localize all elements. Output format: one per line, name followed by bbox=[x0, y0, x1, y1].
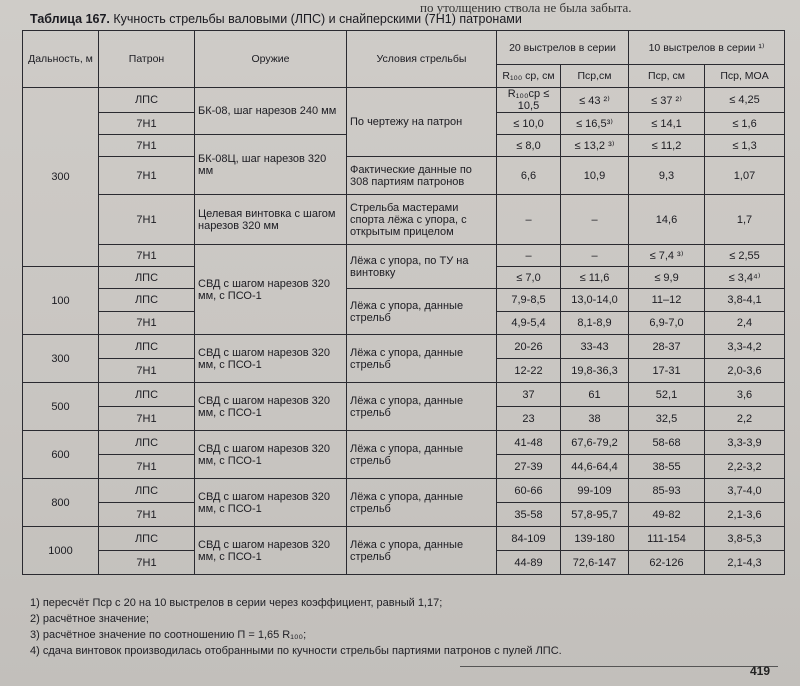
value-cell: 3,3-3,9 bbox=[705, 431, 785, 455]
footnote: 2) расчётное значение; bbox=[30, 613, 149, 625]
value-cell: – bbox=[497, 195, 561, 245]
value-cell: – bbox=[561, 245, 629, 267]
weapon-cell: СВД с шагом нарезов 320 мм, с ПСО-1 bbox=[195, 527, 347, 575]
header-conditions: Условия стрельбы bbox=[347, 31, 497, 88]
weapon-cell: Целевая винтовка с шагом нарезов 320 мм bbox=[195, 195, 347, 245]
cartridge-cell: ЛПС bbox=[99, 88, 195, 113]
condition-cell: Фактические данные по 308 партиям патронов bbox=[347, 157, 497, 195]
distance-cell: 300 bbox=[23, 88, 99, 267]
value-cell: 3,8-5,3 bbox=[705, 527, 785, 551]
value-cell: 12-22 bbox=[497, 359, 561, 383]
value-cell: R₁₀₀ср ≤ 10,5 bbox=[497, 88, 561, 113]
table-caption bbox=[30, 12, 522, 26]
value-cell: 9,3 bbox=[629, 157, 705, 195]
cartridge-cell: 7Н1 bbox=[99, 113, 195, 135]
condition-cell: Лёжа с упора, по ТУ на винтовку bbox=[347, 245, 497, 289]
value-cell: 2,1-3,6 bbox=[705, 503, 785, 527]
weapon-cell: СВД с шагом нарезов 320 мм, с ПСО-1 bbox=[195, 431, 347, 479]
value-cell: 27-39 bbox=[497, 455, 561, 479]
distance-cell: 800 bbox=[23, 479, 99, 527]
value-cell: 1,07 bbox=[705, 157, 785, 195]
page-number: 419 bbox=[749, 664, 770, 678]
value-cell: 2,0-3,6 bbox=[705, 359, 785, 383]
weapon-cell: СВД с шагом нарезов 320 мм, с ПСО-1 bbox=[195, 479, 347, 527]
value-cell: 139-180 bbox=[561, 527, 629, 551]
value-cell: ≤ 16,5³⁾ bbox=[561, 113, 629, 135]
value-cell: ≤ 2,55 bbox=[705, 245, 785, 267]
weapon-cell: СВД с шагом нарезов 320 мм, с ПСО-1 bbox=[195, 335, 347, 383]
header-weapon: Оружие bbox=[195, 31, 347, 88]
value-cell: 52,1 bbox=[629, 383, 705, 407]
value-cell: 3,7-4,0 bbox=[705, 479, 785, 503]
distance-cell: 500 bbox=[23, 383, 99, 431]
value-cell: 35-58 bbox=[497, 503, 561, 527]
value-cell: 7,9-8,5 bbox=[497, 289, 561, 312]
value-cell: 19,8-36,3 bbox=[561, 359, 629, 383]
value-cell: 44-89 bbox=[497, 551, 561, 575]
value-cell: – bbox=[561, 195, 629, 245]
value-cell: 2,2-3,2 bbox=[705, 455, 785, 479]
value-cell: ≤ 7,4 ³⁾ bbox=[629, 245, 705, 267]
value-cell: ≤ 14,1 bbox=[629, 113, 705, 135]
cartridge-cell: 7Н1 bbox=[99, 455, 195, 479]
value-cell: ≤ 4,25 bbox=[705, 88, 785, 113]
value-cell: 111-154 bbox=[629, 527, 705, 551]
weapon-cell: СВД с шагом нарезов 320 мм, с ПСО-1 bbox=[195, 383, 347, 431]
value-cell: 6,6 bbox=[497, 157, 561, 195]
distance-cell: 300 bbox=[23, 335, 99, 383]
value-cell: 85-93 bbox=[629, 479, 705, 503]
table-caption-text: Кучность стрельбы валовыми (ЛПС) и снайперскими (7Н1) патронами bbox=[113, 12, 522, 26]
value-cell: ≤ 8,0 bbox=[497, 135, 561, 157]
value-cell: 3,8-4,1 bbox=[705, 289, 785, 312]
cartridge-cell: ЛПС bbox=[99, 527, 195, 551]
cartridge-cell: ЛПС bbox=[99, 289, 195, 312]
value-cell: 8,1-8,9 bbox=[561, 312, 629, 335]
value-cell: 33-43 bbox=[561, 335, 629, 359]
value-cell: 72,6-147 bbox=[561, 551, 629, 575]
value-cell: ≤ 10,0 bbox=[497, 113, 561, 135]
value-cell: 99-109 bbox=[561, 479, 629, 503]
value-cell: ≤ 13,2 ³⁾ bbox=[561, 135, 629, 157]
condition-cell: Лёжа с упора, данные стрельб bbox=[347, 479, 497, 527]
cartridge-cell: 7Н1 bbox=[99, 245, 195, 267]
condition-cell: Лёжа с упора, данные стрельб bbox=[347, 335, 497, 383]
cartridge-cell: ЛПС bbox=[99, 479, 195, 503]
header-moa: Пср, MOA bbox=[705, 65, 785, 88]
distance-cell: 600 bbox=[23, 431, 99, 479]
cartridge-cell: 7Н1 bbox=[99, 195, 195, 245]
value-cell: ≤ 1,3 bbox=[705, 135, 785, 157]
header-p20: Пср,см bbox=[561, 65, 629, 88]
condition-cell: Стрельба мастерами спорта лёжа с упора, с открытым прицелом bbox=[347, 195, 497, 245]
value-cell: 3,3-4,2 bbox=[705, 335, 785, 359]
value-cell: 57,8-95,7 bbox=[561, 503, 629, 527]
value-cell: ≤ 43 ²⁾ bbox=[561, 88, 629, 113]
value-cell: ≤ 7,0 bbox=[497, 267, 561, 289]
condition-cell: Лёжа с упора, данные стрельб bbox=[347, 383, 497, 431]
value-cell: – bbox=[497, 245, 561, 267]
value-cell: ≤ 11,2 bbox=[629, 135, 705, 157]
value-cell: 10,9 bbox=[561, 157, 629, 195]
value-cell: ≤ 37 ²⁾ bbox=[629, 88, 705, 113]
cartridge-cell: 7Н1 bbox=[99, 312, 195, 335]
value-cell: 38-55 bbox=[629, 455, 705, 479]
value-cell: 14,6 bbox=[629, 195, 705, 245]
cartridge-cell: 7Н1 bbox=[99, 503, 195, 527]
value-cell: 1,7 bbox=[705, 195, 785, 245]
footnote: 3) расчётное значение по соотношению П = 1,65 R₁₀₀; bbox=[30, 629, 307, 641]
value-cell: 32,5 bbox=[629, 407, 705, 431]
cartridge-cell: ЛПС bbox=[99, 431, 195, 455]
cartridge-cell: ЛПС bbox=[99, 335, 195, 359]
cartridge-cell: ЛПС bbox=[99, 383, 195, 407]
header-r100: R₁₀₀ ср, см bbox=[497, 65, 561, 88]
value-cell: 11–12 bbox=[629, 289, 705, 312]
value-cell: 44,6-64,4 bbox=[561, 455, 629, 479]
cartridge-cell: ЛПС bbox=[99, 267, 195, 289]
header-cartridge: Патрон bbox=[99, 31, 195, 88]
value-cell: 58-68 bbox=[629, 431, 705, 455]
distance-cell: 100 bbox=[23, 267, 99, 335]
value-cell: 67,6-79,2 bbox=[561, 431, 629, 455]
weapon-cell: СВД с шагом нарезов 320 мм, с ПСО-1 bbox=[195, 245, 347, 335]
value-cell: 61 bbox=[561, 383, 629, 407]
value-cell: 37 bbox=[497, 383, 561, 407]
cartridge-cell: 7Н1 bbox=[99, 157, 195, 195]
condition-cell: Лёжа с упора, данные стрельб bbox=[347, 289, 497, 335]
value-cell: ≤ 1,6 bbox=[705, 113, 785, 135]
value-cell: 17-31 bbox=[629, 359, 705, 383]
value-cell: 60-66 bbox=[497, 479, 561, 503]
header-group10: 10 выстрелов в серии ¹⁾ bbox=[629, 31, 785, 65]
value-cell: 2,4 bbox=[705, 312, 785, 335]
cartridge-cell: 7Н1 bbox=[99, 135, 195, 157]
condition-cell: Лёжа с упора, данные стрельб bbox=[347, 431, 497, 479]
value-cell: ≤ 9,9 bbox=[629, 267, 705, 289]
value-cell: 2,2 bbox=[705, 407, 785, 431]
cartridge-cell: 7Н1 bbox=[99, 407, 195, 431]
page-rule bbox=[460, 666, 778, 667]
header-p10: Пср, см bbox=[629, 65, 705, 88]
value-cell: 28-37 bbox=[629, 335, 705, 359]
header-distance: Дальность, м bbox=[23, 31, 99, 88]
distance-cell: 1000 bbox=[23, 527, 99, 575]
footnote: 1) пересчёт Пср с 20 на 10 выстрелов в серии через коэффициент, равный 1,17; bbox=[30, 597, 443, 609]
value-cell: 38 bbox=[561, 407, 629, 431]
footnote: 4) сдача винтовок производилась отобранными по кучности стрельбы партиями патронов с пулей ЛПС. bbox=[30, 645, 562, 657]
cartridge-cell: 7Н1 bbox=[99, 551, 195, 575]
weapon-cell: БК-08Ц, шаг нарезов 320 мм bbox=[195, 135, 347, 195]
value-cell: ≤ 3,4⁴⁾ bbox=[705, 267, 785, 289]
value-cell: 41-48 bbox=[497, 431, 561, 455]
accuracy-table bbox=[22, 30, 785, 575]
value-cell: 2,1-4,3 bbox=[705, 551, 785, 575]
cartridge-cell: 7Н1 bbox=[99, 359, 195, 383]
value-cell: 3,6 bbox=[705, 383, 785, 407]
value-cell: 13,0-14,0 bbox=[561, 289, 629, 312]
table-caption-label: Таблица 167. bbox=[30, 12, 110, 26]
value-cell: 6,9-7,0 bbox=[629, 312, 705, 335]
condition-cell: По чертежу на патрон bbox=[347, 88, 497, 157]
value-cell: ≤ 11,6 bbox=[561, 267, 629, 289]
value-cell: 20-26 bbox=[497, 335, 561, 359]
value-cell: 23 bbox=[497, 407, 561, 431]
value-cell: 84-109 bbox=[497, 527, 561, 551]
value-cell: 62-126 bbox=[629, 551, 705, 575]
condition-cell: Лёжа с упора, данные стрельб bbox=[347, 527, 497, 575]
header-group20: 20 выстрелов в серии bbox=[497, 31, 629, 65]
weapon-cell: БК-08, шаг нарезов 240 мм bbox=[195, 88, 347, 135]
running-text: по утолщению ствола не была забыта. bbox=[420, 0, 632, 15]
value-cell: 4,9-5,4 bbox=[497, 312, 561, 335]
value-cell: 49-82 bbox=[629, 503, 705, 527]
